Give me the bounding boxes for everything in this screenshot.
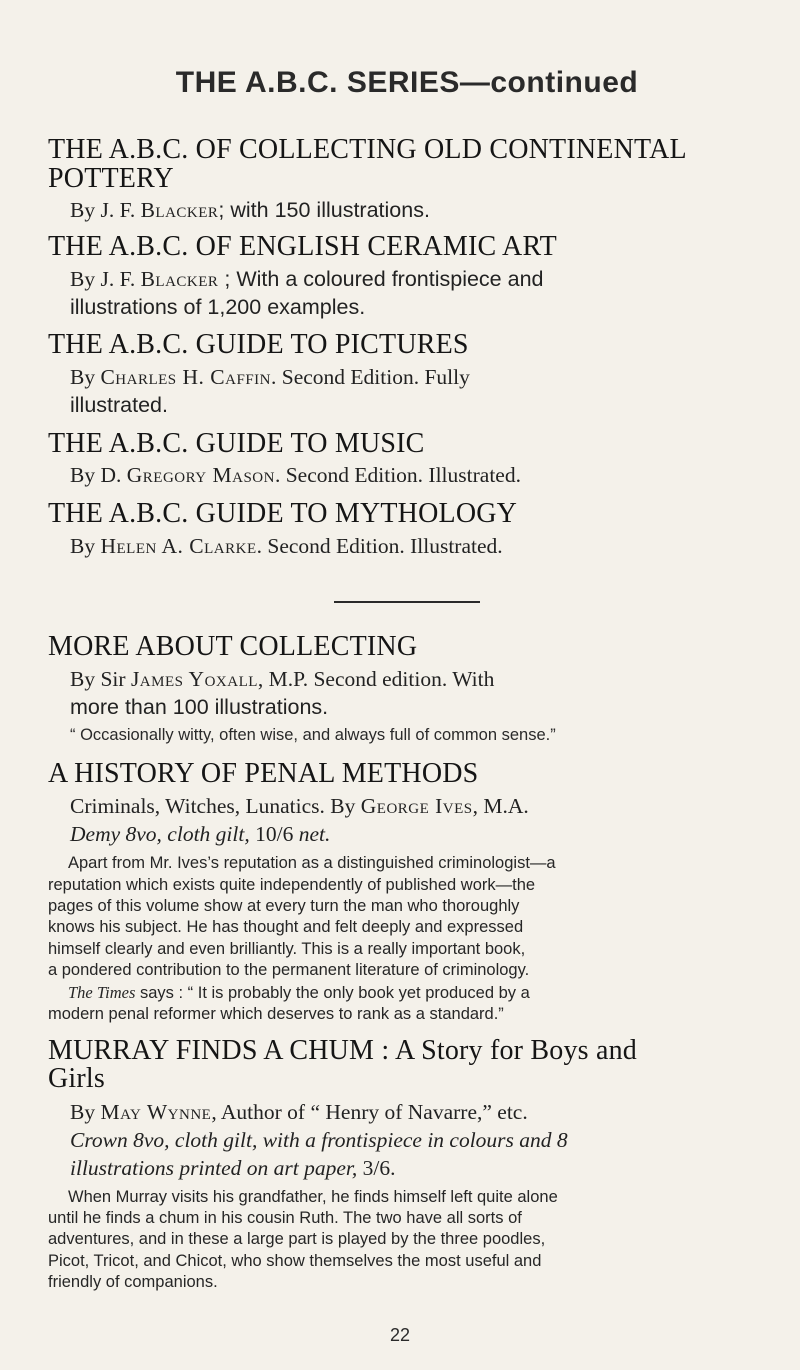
- entry-penal-methods: [48, 757, 766, 1026]
- author-name: Charles H. Caffin: [100, 365, 271, 389]
- entry-guide-to-pictures: [48, 331, 766, 419]
- entry-byline: [70, 364, 766, 420]
- description-line: reputation which exists quite independently of published work—the: [48, 875, 536, 894]
- subtitle-text: Criminals, Witches, Lunatics. By: [70, 794, 361, 819]
- byline-details: . Second Edition. Fully: [270, 365, 470, 389]
- format-text: illustrations printed on art paper,: [70, 1155, 363, 1180]
- entry-title-line: Girls: [48, 1063, 105, 1095]
- press-quote-text: modern penal reformer which deserves to rank as a standard.”: [48, 1005, 504, 1024]
- description-line: Apart from Mr. Ives’s reputation as a distinguished criminologist—a: [68, 854, 556, 873]
- description-line: knows his subject. He has thought and felt deeply and expressed: [48, 918, 524, 937]
- author-name: Blacker: [140, 198, 219, 223]
- entry-murray-finds-a-chum: [48, 1034, 766, 1294]
- description-line: himself clearly and even brilliantly. This is a really important book,: [48, 939, 526, 958]
- entry-byline: [70, 462, 766, 490]
- author-name: George Ives: [360, 794, 473, 819]
- byline-details: more than 100 illustrations.: [70, 695, 329, 720]
- entry-byline: [70, 533, 766, 561]
- entry-continental-pottery: [48, 136, 766, 225]
- byline-prefix: By D.: [70, 463, 127, 488]
- entry-title-line: POTTERY: [48, 162, 174, 194]
- entry-guide-to-mythology: [48, 500, 766, 560]
- entry-description: [48, 1187, 766, 1294]
- entry-byline: [70, 1099, 766, 1127]
- entry-subtitle: [70, 793, 766, 821]
- byline-details: ; With a coloured frontispiece and: [218, 266, 544, 291]
- entry-byline: [70, 266, 766, 322]
- entry-title-line: MURRAY FINDS A CHUM : A Story for Boys and: [48, 1034, 637, 1066]
- byline-details: illustrated.: [70, 392, 168, 417]
- author-name: Blacker: [140, 266, 219, 291]
- entry-title: THE A.B.C. GUIDE TO MUSIC: [48, 427, 425, 459]
- entry-more-about-collecting: [48, 630, 766, 747]
- entry-byline: [70, 666, 766, 722]
- format-text: Crown 8vo, cloth gilt, with a frontispiece in colours and 8: [70, 1127, 568, 1152]
- entry-format: [70, 821, 766, 849]
- description-line: a pondered contribution to the permanent literature of criminology.: [48, 961, 530, 980]
- entry-title: A HISTORY OF PENAL METHODS: [48, 757, 479, 789]
- byline-prefix: By: [70, 533, 101, 558]
- byline-details: , Author of “ Henry of Navarre,” etc.: [211, 1099, 528, 1124]
- byline-details: . Second Edition. Illustrated.: [274, 463, 521, 488]
- description-line: When Murray visits his grandfather, he finds himself left quite alone: [68, 1187, 558, 1206]
- entry-title: [48, 1034, 766, 1095]
- entry-title: THE A.B.C. GUIDE TO MYTHOLOGY: [48, 498, 518, 530]
- byline-details: . Second Edition. Illustrated.: [256, 533, 503, 558]
- byline-prefix: By J. F.: [70, 198, 141, 223]
- entry-title: [48, 136, 766, 193]
- description-line: pages of this volume show at every turn the man who thoroughly: [48, 897, 520, 915]
- entry-format: [70, 1127, 766, 1183]
- entry-description: [48, 853, 766, 1026]
- price: 3/6.: [362, 1155, 396, 1180]
- section-divider: [334, 601, 480, 603]
- press-source: The Times: [68, 982, 136, 1002]
- entry-english-ceramic-art: [48, 233, 766, 321]
- author-name: Gregory Mason: [126, 463, 275, 488]
- byline-prefix: By J. F.: [70, 266, 141, 291]
- byline-details: illustrations of 1,200 examples.: [70, 294, 366, 319]
- byline-prefix: By: [70, 1099, 101, 1124]
- author-name: Helen A. Clarke: [100, 533, 257, 558]
- review-quote: “ Occasionally witty, often wise, and always full of common sense.”: [70, 726, 556, 745]
- description-line: Picot, Tricot, and Chicot, who show themselves the most useful and: [48, 1251, 542, 1270]
- price: 10/6: [255, 822, 299, 847]
- byline-prefix: By: [70, 365, 101, 389]
- entry-title: THE A.B.C. GUIDE TO PICTURES: [48, 329, 469, 361]
- byline-prefix: By Sir: [70, 667, 131, 692]
- author-name: James Yoxall: [130, 667, 258, 692]
- byline-details: , M.P. Second edition. With: [257, 667, 495, 692]
- entry-byline: [70, 197, 766, 225]
- description-line: until he finds a chum in his cousin Ruth. The two have all sorts of: [48, 1208, 522, 1227]
- entry-title: THE A.B.C. OF ENGLISH CERAMIC ART: [48, 231, 557, 263]
- format-text: Demy 8vo, cloth gilt,: [70, 822, 256, 847]
- entry-guide-to-music: [48, 427, 766, 490]
- author-name: May Wynne: [100, 1099, 212, 1124]
- press-quote-text: says : “ It is probably the only book yet produced by a: [135, 983, 530, 1002]
- description-line: friendly of companions.: [48, 1273, 218, 1292]
- price-suffix: net.: [298, 822, 331, 847]
- running-head: THE A.B.C. SERIES—continued: [175, 66, 639, 99]
- entry-title-line: THE A.B.C. OF COLLECTING OLD CONTINENTAL: [48, 134, 687, 165]
- byline-details: ; with 150 illustrations.: [218, 198, 430, 223]
- entry-title: MORE ABOUT COLLECTING: [48, 630, 418, 662]
- press-quote: [48, 982, 766, 1004]
- subtitle-text: , M.A.: [472, 794, 529, 819]
- description-line: adventures, and in these a large part is played by the three poodles,: [48, 1230, 546, 1249]
- page-number: 22: [389, 1325, 411, 1345]
